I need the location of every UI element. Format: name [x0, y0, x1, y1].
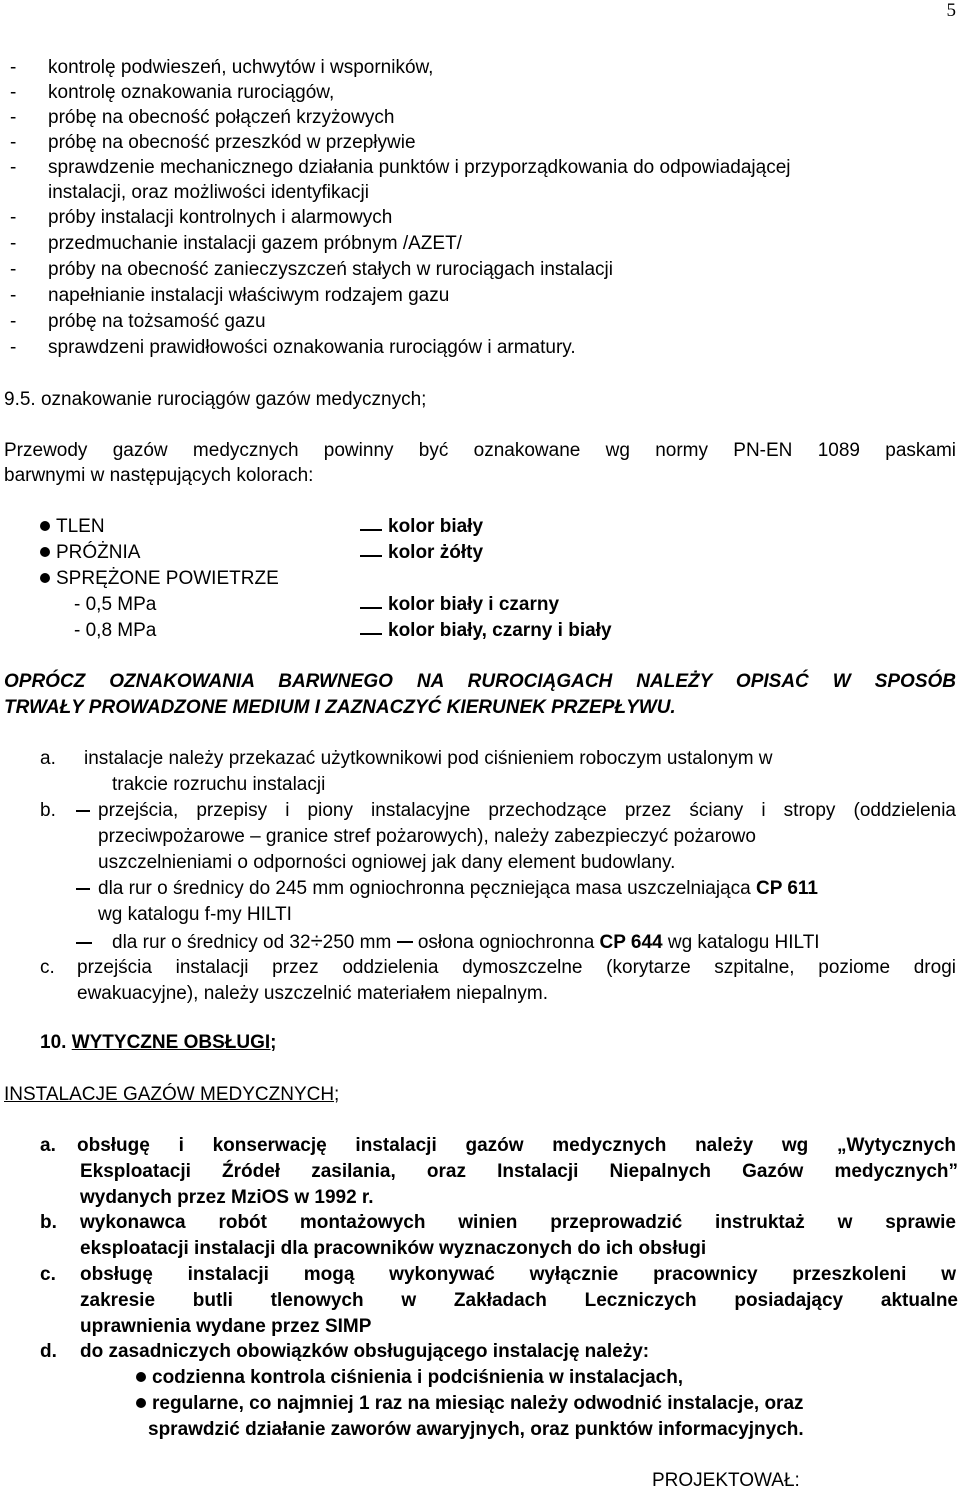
table-row-label: PRÓŻNIA: [40, 542, 140, 564]
dash-marker: -: [10, 107, 17, 128]
item-text: przejścia instalacji przez oddzielenia dymoszczelne (korytarze szpitalne, poziome drogi: [77, 957, 956, 978]
item-subtext: dla rur o średnicy od 32÷250 mm osłona ogniochronna CP 644 wg katalogu HILTI: [112, 928, 820, 953]
section-number: 10.: [40, 1032, 67, 1053]
signature-label: PROJEKTOWAŁ:: [652, 1470, 800, 1491]
item-text: przeciwpożarowe – granice stref pożarowych), należy zabezpieczyć pożarowo: [98, 826, 756, 847]
item-marker: a.: [40, 748, 56, 769]
dash-icon: [360, 607, 382, 609]
list-item: przedmuchanie instalacji gazem próbnym /AZET/: [48, 233, 462, 254]
table-row-label: - 0,8 MPa: [74, 620, 157, 641]
item-marker: c.: [40, 1264, 56, 1285]
item-text: uszczelnieniami o odporności ogniowej jak dany element budowlany.: [98, 852, 676, 873]
dash-marker: -: [10, 337, 17, 358]
list-item: sprawdzeni prawidłowości oznakowania rurociągów i armatury.: [48, 337, 576, 358]
dash-marker: -: [10, 207, 17, 228]
table-row-label: TLEN: [40, 516, 105, 538]
item-text: przejścia, przepisy i piony instalacyjne przechodzące przez ściany i stropy (oddzielenia: [98, 800, 956, 821]
subsection-title: INSTALACJE GAZÓW MEDYCZNYCH;: [4, 1084, 340, 1105]
table-row-color: kolor żółty: [388, 542, 484, 563]
list-item: próby na obecność zanieczyszczeń stałych w rurociągach instalacji: [48, 259, 613, 280]
dash-marker: -: [10, 157, 17, 178]
item-marker: a.: [40, 1135, 56, 1156]
dash-marker: -: [10, 132, 17, 153]
item-text: eksploatacji instalacji dla pracowników wyznaczonych do ich obsługi: [80, 1238, 707, 1259]
section-number: 9.5.: [4, 389, 36, 410]
bullet-dot-icon: [40, 521, 50, 531]
item-marker: c.: [40, 957, 55, 978]
list-item: sprawdzenie mechanicznego działania punktów i przyporządkowania do odpowiadającej: [48, 157, 791, 178]
intro-paragraph-line: Przewody gazów medycznych powinny być oznakowane wg normy PN-EN 1089 paskami: [4, 440, 956, 461]
list-item: kontrolę oznakowania rurociągów,: [48, 82, 335, 103]
list-item: próbę na tożsamość gazu: [48, 311, 266, 332]
item-marker: d.: [40, 1341, 57, 1362]
item-text: instalacje należy przekazać użytkownikowi pod ciśnieniem roboczym ustalonym w: [84, 748, 773, 769]
dash-marker: -: [10, 82, 17, 103]
dash-icon: [76, 810, 90, 812]
item-text: obsługę instalacji mogą wykonywać wyłącznie pracownicy przeszkoleni w: [80, 1264, 956, 1285]
dash-icon: [76, 942, 92, 944]
dash-marker: -: [10, 57, 17, 78]
page-number: 5: [946, 0, 956, 21]
sub-bullet-continuation: sprawdzić działanie zaworów awaryjnych, oraz punktów informacyjnych.: [148, 1419, 804, 1440]
section-heading: [40, 1032, 276, 1054]
item-text: uprawnienia wydane przez SIMP: [80, 1316, 372, 1337]
dash-marker: -: [10, 233, 17, 254]
table-row-label: - 0,5 MPa: [74, 594, 157, 615]
item-text: Eksploatacji Źródeł zasilania, oraz Instalacji Niepalnych Gazów medycznych”: [80, 1161, 958, 1182]
item-text: do zasadniczych obowiązków obsługującego instalację należy:: [80, 1341, 650, 1362]
bullet-dot-icon: [136, 1398, 146, 1408]
dash-marker: -: [10, 311, 17, 332]
list-item: próby instalacji kontrolnych i alarmowych: [48, 207, 393, 228]
list-item: napełnianie instalacji właściwym rodzajem gazu: [48, 285, 450, 306]
table-row-color: kolor biały i czarny: [388, 594, 560, 615]
section-heading: [4, 389, 426, 411]
dash-icon: [360, 633, 382, 635]
dash-icon: [397, 941, 413, 943]
dash-icon: [360, 529, 382, 531]
bullet-dot-icon: [40, 547, 50, 557]
sub-bullet: codzienna kontrola ciśnienia i podciśnienia w instalacjach,: [136, 1367, 683, 1389]
notice-line: TRWAŁY PROWADZONE MEDIUM I ZAZNACZYĆ KIERUNEK PRZEPŁYWU.: [4, 697, 676, 718]
intro-paragraph-line: barwnymi w następujących kolorach:: [4, 465, 314, 486]
notice-line: OPRÓCZ OZNAKOWANIA BARWNEGO NA RUROCIĄGACH NALEŻY OPISAĆ W SPOSÓB: [4, 671, 956, 692]
list-item: kontrolę podwieszeń, uchwytów i wsporników,: [48, 57, 434, 78]
item-subtext: dla rur o średnicy do 245 mm ogniochronna pęczniejąca masa uszczelniająca CP 611: [98, 878, 818, 899]
item-text: obsługę i konserwację instalacji gazów medycznych należy wg „Wytycznych: [77, 1135, 956, 1156]
dash-icon: [360, 555, 382, 557]
sub-bullet: regularne, co najmniej 1 raz na miesiąc należy odwodnić instalacje, oraz: [136, 1393, 804, 1415]
list-item: [10, 57, 16, 79]
dash-marker: -: [10, 259, 17, 280]
table-row-color: kolor biały: [388, 516, 484, 537]
bullet-dot-icon: [40, 573, 50, 583]
dash-icon: [76, 888, 90, 890]
section-title: oznakowanie rurociągów gazów medycznych;: [40, 389, 427, 410]
bullet-dot-icon: [136, 1372, 146, 1382]
item-text: wydanych przez MziOS w 1992 r.: [80, 1187, 374, 1208]
table-row-color: kolor biały, czarny i biały: [388, 620, 612, 641]
list-item-continuation: instalacji, oraz możliwości identyfikacji: [48, 182, 369, 203]
item-marker: b.: [40, 1212, 57, 1233]
item-subtext: wg katalogu f-my HILTI: [98, 904, 292, 925]
item-marker: b.: [40, 800, 56, 821]
dash-marker: -: [10, 285, 17, 306]
section-title: WYTYCZNE OBSŁUGI;: [71, 1032, 277, 1053]
list-item: próbę na obecność przeszkód w przepływie: [48, 132, 416, 153]
item-text: trakcie rozruchu instalacji: [112, 774, 326, 795]
item-text: wykonawca robót montażowych winien przeprowadzić instruktaż w sprawie: [80, 1212, 956, 1233]
item-text: zakresie butli tlenowych w Zakładach Leczniczych posiadający aktualne: [80, 1290, 958, 1311]
list-item: próbę na obecność połączeń krzyżowych: [48, 107, 395, 128]
item-text: ewakuacyjne), należy uszczelnić materiałem niepalnym.: [77, 983, 548, 1004]
table-row-label: SPRĘŻONE POWIETRZE: [40, 568, 279, 590]
